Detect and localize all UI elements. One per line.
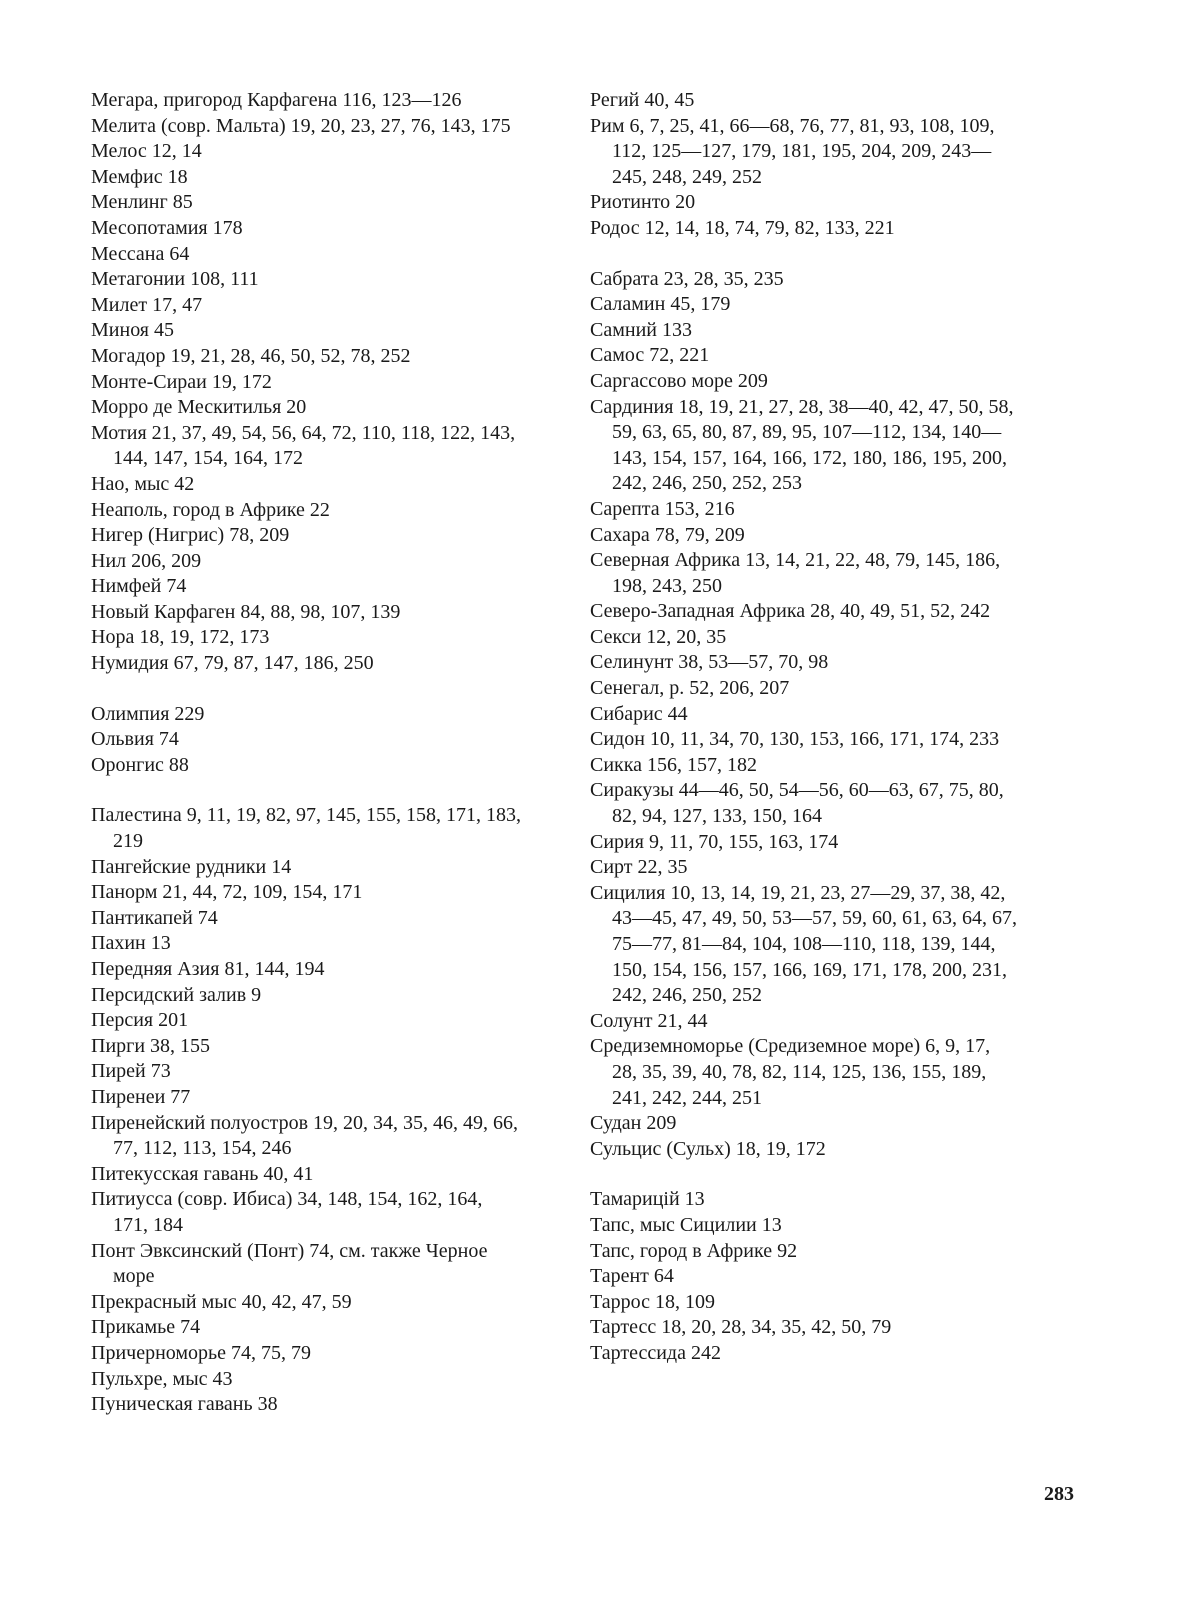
index-entry: Тапс, мыс Сицилии 13 (590, 1213, 782, 1236)
index-entry: Сидон 10, 11, 34, 70, 130, 153, 166, 171, 174, 233 (590, 728, 1000, 751)
index-entry: Новый Карфаген 84, 88, 98, 107, 139 (91, 600, 401, 623)
index-entry: Пирей 73 (91, 1060, 171, 1083)
index-entry: Саламин 45, 179 (590, 293, 731, 316)
index-entry: Солунт 21, 44 (590, 1009, 708, 1032)
index-entry: Мессана 64 (91, 242, 190, 265)
index-entry: Метагонии 108, 111 (91, 268, 259, 291)
index-entry: Милет 17, 47 (91, 293, 203, 316)
index-entry: Секси 12, 20, 35 (590, 625, 727, 648)
index-entry: Пуническая гавань 38 (91, 1393, 278, 1416)
page-number: 283 (1044, 1483, 1074, 1505)
index-entry: Пирги 38, 155 (91, 1034, 211, 1057)
index-column-right (590, 88, 1020, 1367)
index-entry: Пахин 13 (91, 932, 171, 955)
index-entry: Тартессида 242 (590, 1341, 721, 1364)
index-entry: Нил 206, 209 (91, 549, 202, 572)
index-entry: Передняя Азия 81, 144, 194 (91, 958, 325, 980)
index-entry: Сенегал, р. 52, 206, 207 (590, 677, 790, 700)
index-entry: Пульхре, мыс 43 (91, 1367, 233, 1390)
index-entry: Персидский залив 9 (91, 983, 262, 1006)
index-entry: Сиракузы 44—46, 50, 54—56, 60—63, 67, 75, 80, 82, 94, 127, 133, 150, 164 (590, 779, 1004, 828)
index-entry: Тамарицій 13 (590, 1188, 705, 1211)
index-entry: Питекусская гавань 40, 41 (91, 1162, 314, 1185)
letter-group-gap (590, 242, 1020, 267)
index-entry: Тартесс 18, 20, 28, 34, 35, 42, 50, 79 (590, 1316, 892, 1339)
index-entry: Прекрасный мыс 40, 42, 47, 59 (91, 1290, 352, 1313)
index-entry: Палестина 9, 11, 19, 82, 97, 145, 155, 158, 171, 183, 219 (91, 804, 522, 853)
index-entry: Нигер (Нигрис) 78, 209 (91, 524, 290, 547)
index-entry: Судан 209 (590, 1112, 677, 1135)
index-entry: Риотинто 20 (590, 191, 696, 214)
index-column-left (91, 88, 521, 1418)
index-entry: Нора 18, 19, 172, 173 (91, 626, 270, 649)
index-entry: Тапс, город в Африке 92 (590, 1239, 798, 1262)
index-entry: Сибарис 44 (590, 702, 688, 725)
index-entry: Самний 133 (590, 318, 692, 341)
index-entry: Тарент 64 (590, 1265, 674, 1288)
index-entry: Причерноморье 74, 75, 79 (91, 1341, 312, 1364)
index-entry: Нумидия 67, 79, 87, 147, 186, 250 (91, 652, 374, 675)
index-entry: Пиренеи 77 (91, 1085, 191, 1108)
index-entry: Нао, мыс 42 (91, 472, 195, 495)
index-entry: Мегара, пригород Карфагена 116, 123—126 (91, 89, 462, 111)
index-entry: Морро де Мескитилья 20 (91, 396, 307, 419)
index-entry: Миноя 45 (91, 319, 175, 342)
index-entry: Персия 201 (91, 1009, 189, 1032)
index-entry: Северо-Западная Африка 28, 40, 49, 51, 52, 242 (590, 600, 991, 623)
letter-group-gap (91, 677, 521, 702)
index-entry: Пангейские рудники 14 (91, 855, 292, 878)
index-entry: Регий 40, 45 (590, 89, 695, 111)
index-entry: Родос 12, 14, 18, 74, 79, 82, 133, 221 (590, 216, 895, 239)
index-entry: Менлинг 85 (91, 191, 193, 214)
index-entry: Сардиния 18, 19, 21, 27, 28, 38—40, 42, 47, 50, 58, 59, 63, 65, 80, 87, 89, 95, 107—112, 134, 140—143, 154, 157, 164, 166, 172, 180, 186, 195, 200, 242, 246, 250, 252, 253 (590, 395, 1014, 495)
index-entry: Саргассово море 209 (590, 369, 768, 392)
index-entry: Мотия 21, 37, 49, 54, 56, 64, 72, 110, 118, 122, 143, 144, 147, 154, 164, 172 (91, 421, 516, 470)
index-entry: Монте-Сираи 19, 172 (91, 370, 272, 393)
index-entry: Сирт 22, 35 (590, 856, 688, 879)
index-entry: Северная Африка 13, 14, 21, 22, 48, 79, 145, 186, 198, 243, 250 (590, 549, 1001, 597)
index-entry: Прикамье 74 (91, 1316, 201, 1339)
index-entry: Пантикапей 74 (91, 906, 218, 929)
index-entry: Селинунт 38, 53—57, 70, 98 (590, 651, 829, 674)
index-entry: Самос 72, 221 (590, 344, 710, 367)
index-entry: Ольвия 74 (91, 728, 179, 751)
index-entry: Сабрата 23, 28, 35, 235 (590, 267, 784, 290)
letter-group-gap (590, 1162, 1020, 1187)
index-entry: Могадор 19, 21, 28, 46, 50, 52, 78, 252 (91, 344, 411, 367)
index-entry: Сарепта 153, 216 (590, 497, 735, 520)
index-entry: Сульцис (Сульх) 18, 19, 172 (590, 1137, 826, 1160)
index-entry: Мелита (совр. Мальта) 19, 20, 23, 27, 76, 143, 175 (91, 114, 511, 137)
index-entry: Мелос 12, 14 (91, 140, 202, 163)
index-entry: Понт Эвксинский (Понт) 74, см. также Черное море (91, 1239, 488, 1288)
index-entry: Средиземноморье (Средиземное море) 6, 9, 17, 28, 35, 39, 40, 78, 82, 114, 125, 136, 155, 189, 241, 242, 244, 251 (590, 1035, 991, 1109)
index-entry: Оронгис 88 (91, 753, 189, 776)
index-entry: Сирия 9, 11, 70, 155, 163, 174 (590, 830, 839, 853)
index-entry: Сикка 156, 157, 182 (590, 753, 758, 776)
index-entry: Нимфей 74 (91, 575, 187, 598)
index-entry: Пиренейский полуостров 19, 20, 34, 35, 46, 49, 66, 77, 112, 113, 154, 246 (91, 1111, 519, 1160)
index-entry: Рим 6, 7, 25, 41, 66—68, 76, 77, 81, 93, 108, 109, 112, 125—127, 179, 181, 195, 204, 209, 243—245, 248, 249, 252 (590, 114, 995, 188)
index-entry: Сицилия 10, 13, 14, 19, 21, 23, 27—29, 37, 38, 42, 43—45, 47, 49, 50, 53—57, 59, 60, 61, 63, 64, 67, 75—77, 81—84, 104, 108—110, 118, 139, 144, 150, 154, 156, 157, 166, 169, 171, 178, 200, 231, 242, 246, 250, 252 (590, 881, 1017, 1007)
index-entry: Таррос 18, 109 (590, 1290, 715, 1313)
index-entry: Месопотамия 178 (91, 216, 243, 239)
index-entry: Неаполь, город в Африке 22 (91, 498, 330, 521)
index-entry: Панорм 21, 44, 72, 109, 154, 171 (91, 881, 363, 904)
index-entry: Олимпия 229 (91, 702, 205, 725)
index-entry: Питиусса (совр. Ибиса) 34, 148, 154, 162, 164, 171, 184 (91, 1188, 483, 1236)
index-entry: Мемфис 18 (91, 165, 188, 188)
letter-group-gap (91, 778, 521, 803)
index-entry: Сахара 78, 79, 209 (590, 523, 745, 546)
